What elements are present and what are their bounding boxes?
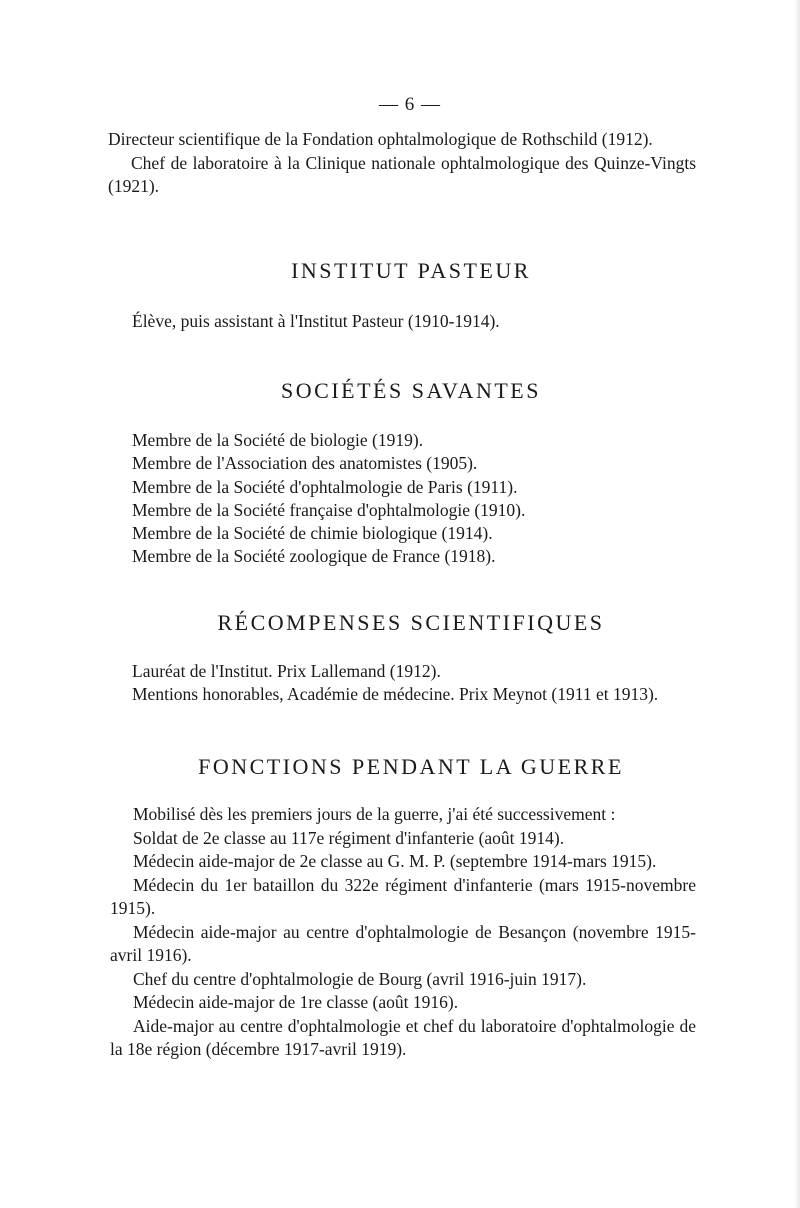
section-heading-institut-pasteur: INSTITUT PASTEUR	[291, 258, 531, 283]
list-item: Chef du centre d'ophtalmologie de Bourg (avril 1916-juin 1917).	[133, 968, 587, 989]
section-heading-recompenses: RÉCOMPENSES SCIENTIFIQUES	[217, 610, 605, 635]
list-item: Mobilisé dès les premiers jours de la guerre, j'ai été successivement :	[133, 804, 616, 824]
list-item: Lauréat de l'Institut. Prix Lallemand (1912).	[132, 661, 441, 681]
list-item: Médecin aide-major au centre d'ophtalmologie de Besançon (novembre 1915-avril 1916).	[110, 921, 696, 965]
list-item: Médecin aide-major de 1re classe (août 1916).	[133, 992, 459, 1012]
section-heading-societes-savantes: SOCIÉTÉS SAVANTES	[281, 378, 541, 403]
page-edge-shadow	[794, 0, 800, 1208]
fonctions-guerre-list	[110, 803, 696, 1062]
list-item: Membre de la Société française d'ophtalmologie (1910).	[132, 499, 526, 520]
list-item: Médecin du 1er bataillon du 322e régiment d'infanterie (mars 1915-novembre 1915).	[110, 874, 696, 918]
intro-line: Chef de laboratoire à la Clinique nationale ophtalmologique des Quinze-Vingts (1921).	[108, 152, 696, 196]
list-item: Membre de la Société zoologique de France (1918).	[132, 546, 496, 567]
intro-line: Directeur scientifique de la Fondation ophtalmologique de Rothschild (1912).	[108, 129, 653, 149]
institut-pasteur-list	[132, 310, 712, 333]
list-item: Aide-major au centre d'ophtalmologie et chef du laboratoire d'ophtalmologie de la 18e région (décembre 1917-avril 1919).	[110, 1015, 696, 1059]
list-item: Soldat de 2e classe au 117e régiment d'infanterie (août 1914).	[133, 827, 565, 848]
list-item: Membre de la Société d'ophtalmologie de Paris (1911).	[132, 476, 518, 497]
list-item: Élève, puis assistant à l'Institut Pasteur (1910-1914).	[132, 311, 500, 331]
recompenses-list	[132, 660, 712, 707]
page-number: — 6 —	[379, 94, 441, 115]
list-item: Mentions honorables, Académie de médecine. Prix Meynot (1911 et 1913).	[132, 684, 659, 705]
section-heading-fonctions-guerre: FONCTIONS PENDANT LA GUERRE	[198, 754, 624, 779]
intro-section	[108, 128, 696, 199]
list-item: Médecin aide-major de 2e classe au G. M. P. (septembre 1914-mars 1915).	[133, 851, 657, 871]
list-item: Membre de la Société de chimie biologique (1914).	[132, 523, 493, 544]
list-item: Membre de la Société de biologie (1919).	[132, 430, 424, 450]
list-item: Membre de l'Association des anatomistes (1905).	[132, 453, 478, 474]
societes-savantes-list	[132, 429, 712, 569]
